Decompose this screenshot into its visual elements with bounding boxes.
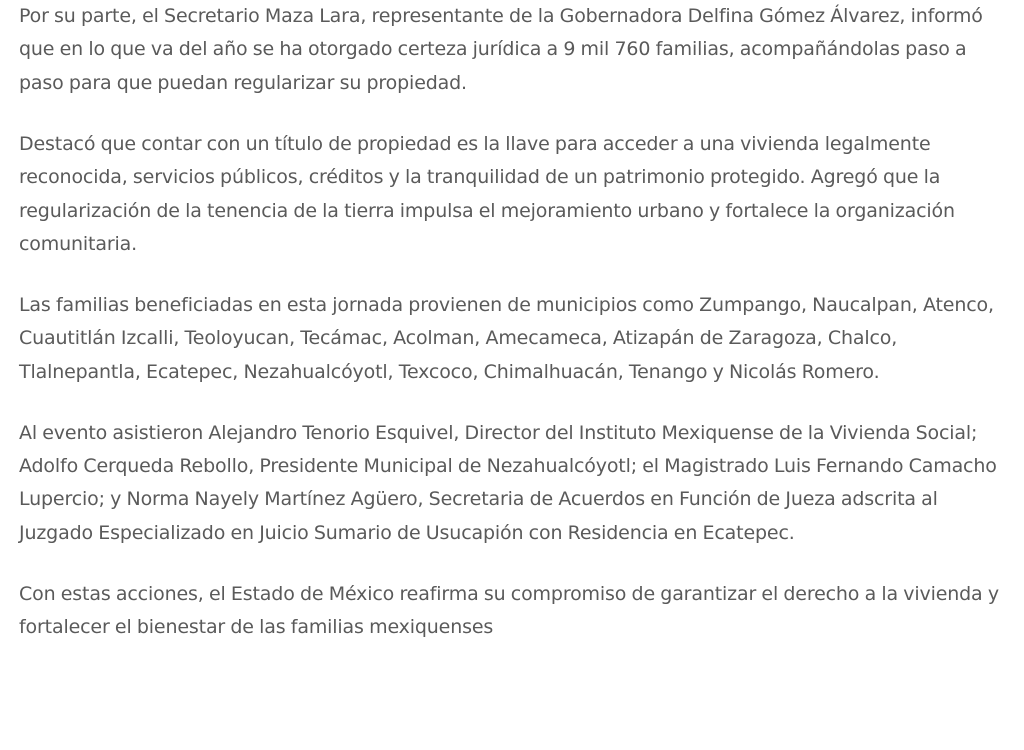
paragraph-secretario-maza-lara: Por su parte, el Secretario Maza Lara, representante de la Gobernadora Delfina Gómez Álvarez, informó que en lo que va del año se ha otorgado certeza jurídica a 9 mil 760 familias, acompañándolas paso a paso para que puedan regularizar su propiedad. [19, 5, 983, 94]
paragraph-asistentes-evento: Al evento asistieron Alejandro Tenorio Esquivel, Director del Instituto Mexiquense de la Vivienda Social; Adolfo Cerqueda Rebollo, Presidente Municipal de Nezahualcóyotl; el Magistrado Luis Fernando Camacho Lupercio; y Norma Nayely Martínez Agüero, Secretaria de Acuerdos en Función de Jueza adscrita al Juzgado Especializado en Juicio Sumario de Usucapión con Residencia en Ecatepec. [19, 421, 997, 544]
paragraph-municipios-beneficiados: Las familias beneficiadas en esta jornada provienen de municipios como Zumpango, Naucalpan, Atenco, Cuautitlán Izcalli, Teoloyucan, Tecámac, Acolman, Amecameca, Atizapán de Zaragoza, Chalco, Tlalnepantla, Ecatepec, Nezahualcóyotl, Texcoco, Chimalhuacán, Tenango y Nicolás Romero. [19, 293, 994, 383]
paragraph-titulo-propiedad: Destacó que contar con un título de propiedad es la llave para acceder a una vivienda legalmente reconocida, servicios públicos, créditos y la tranquilidad de un patrimonio protegido. Agregó que la regularización de la tenencia de la tierra impulsa el mejoramiento urbano y fortalece la organización comunitaria. [19, 132, 955, 255]
paragraph-compromiso-estado: Con estas acciones, el Estado de México reafirma su compromiso de garantizar el derecho a la vivienda y fortalecer el bienestar de las familias mexiquenses [19, 582, 999, 639]
